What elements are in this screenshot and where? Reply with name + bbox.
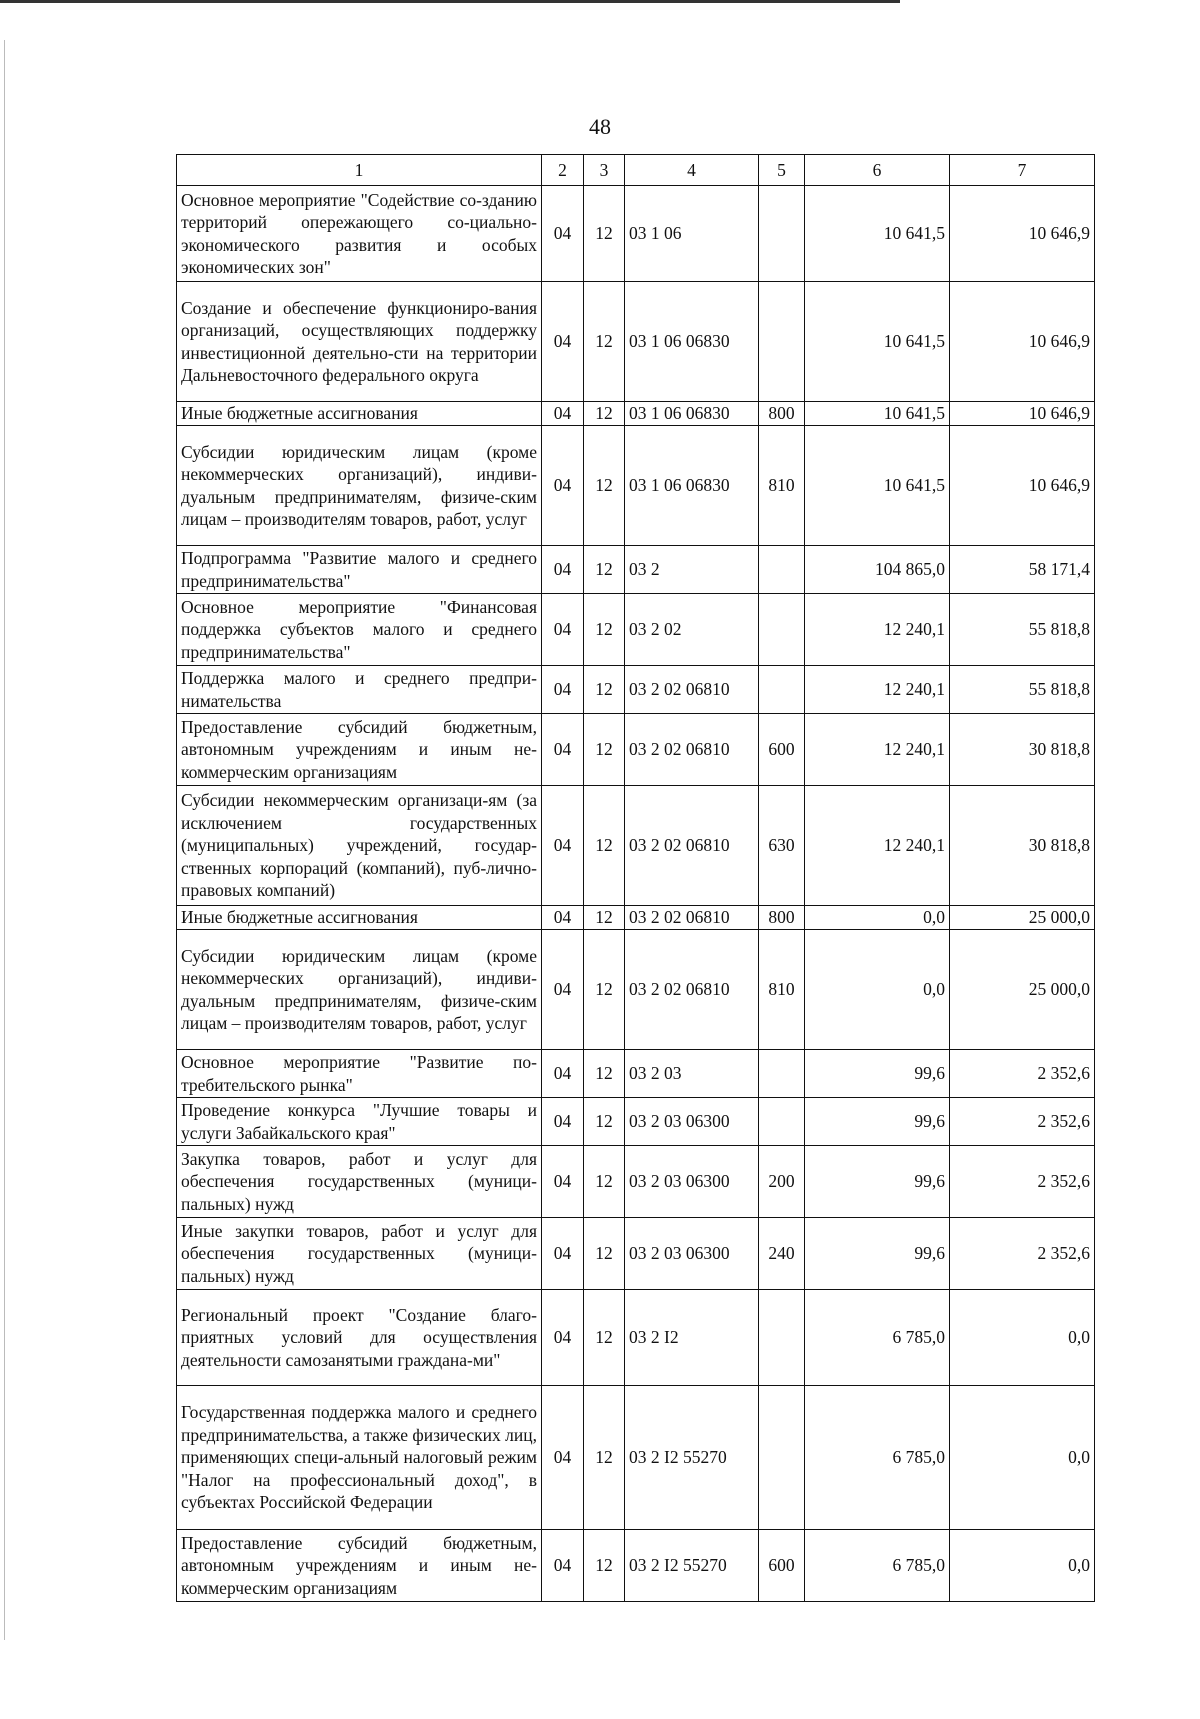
amount-col6: 12 240,1: [805, 786, 950, 906]
target-article-code: 03 2 I2: [625, 1290, 759, 1386]
table-row: [177, 1146, 1095, 1218]
amount-col7: 0,0: [950, 1386, 1095, 1530]
section-code: 04: [542, 786, 584, 906]
table-row: [177, 1290, 1095, 1386]
amount-col6: 10 641,5: [805, 426, 950, 546]
row-description: Проведение конкурса "Лучшие товары и услуги Забайкальского края": [177, 1098, 542, 1146]
row-description: Иные закупки товаров, работ и услуг для обеспечения государственных (муници-пальных) нужд: [177, 1218, 542, 1290]
row-description: Предоставление субсидий бюджетным, автономным учреждениям и иным не-коммерческим организациям: [177, 1530, 542, 1602]
amount-col6: 12 240,1: [805, 594, 950, 666]
subsection-code: 12: [584, 786, 625, 906]
target-article-code: 03 1 06 06830: [625, 282, 759, 402]
subsection-code: 12: [584, 1386, 625, 1530]
column-header: 5: [759, 155, 805, 186]
section-code: 04: [542, 546, 584, 594]
target-article-code: 03 2 I2 55270: [625, 1386, 759, 1530]
expense-type-code: 630: [759, 786, 805, 906]
table-row: [177, 714, 1095, 786]
target-article-code: 03 2 I2 55270: [625, 1530, 759, 1602]
amount-col6: 10 641,5: [805, 186, 950, 282]
amount-col6: 10 641,5: [805, 282, 950, 402]
section-code: 04: [542, 906, 584, 930]
table-row: [177, 1050, 1095, 1098]
table-row: [177, 594, 1095, 666]
expense-type-code: [759, 186, 805, 282]
row-description: Предоставление субсидий бюджетным, автономным учреждениям и иным не-коммерческим организациям: [177, 714, 542, 786]
table-row: [177, 1098, 1095, 1146]
subsection-code: 12: [584, 186, 625, 282]
row-description: Иные бюджетные ассигнования: [177, 402, 542, 426]
amount-col6: 104 865,0: [805, 546, 950, 594]
amount-col7: 58 171,4: [950, 546, 1095, 594]
target-article-code: 03 2 02 06810: [625, 714, 759, 786]
section-code: 04: [542, 1290, 584, 1386]
expense-type-code: [759, 666, 805, 714]
amount-col6: 12 240,1: [805, 666, 950, 714]
target-article-code: 03 2 02 06810: [625, 906, 759, 930]
subsection-code: 12: [584, 282, 625, 402]
column-header: 3: [584, 155, 625, 186]
section-code: 04: [542, 1098, 584, 1146]
amount-col6: 6 785,0: [805, 1386, 950, 1530]
section-code: 04: [542, 1218, 584, 1290]
expense-type-code: [759, 1290, 805, 1386]
row-description: Государственная поддержка малого и среднего предпринимательства, а также физических лиц, применяющих специ-альный налоговый режим "Налог на профессиональный доход", в субъектах Российской Федерации: [177, 1386, 542, 1530]
row-description: Поддержка малого и среднего предпри-нимательства: [177, 666, 542, 714]
amount-col7: 2 352,6: [950, 1098, 1095, 1146]
amount-col6: 0,0: [805, 906, 950, 930]
expense-type-code: [759, 282, 805, 402]
row-description: Подпрограмма "Развитие малого и среднего предпринимательства": [177, 546, 542, 594]
subsection-code: 12: [584, 930, 625, 1050]
table-row: [177, 906, 1095, 930]
row-description: Основное мероприятие "Развитие по-требительского рынка": [177, 1050, 542, 1098]
subsection-code: 12: [584, 1530, 625, 1602]
subsection-code: 12: [584, 546, 625, 594]
amount-col7: 25 000,0: [950, 930, 1095, 1050]
expense-type-code: 800: [759, 906, 805, 930]
expense-type-code: [759, 1050, 805, 1098]
table-row: [177, 1386, 1095, 1530]
subsection-code: 12: [584, 906, 625, 930]
column-header: 2: [542, 155, 584, 186]
section-code: 04: [542, 426, 584, 546]
section-code: 04: [542, 714, 584, 786]
column-header: 4: [625, 155, 759, 186]
amount-col7: 2 352,6: [950, 1146, 1095, 1218]
target-article-code: 03 1 06 06830: [625, 402, 759, 426]
amount-col7: 30 818,8: [950, 714, 1095, 786]
subsection-code: 12: [584, 1098, 625, 1146]
target-article-code: 03 2 02: [625, 594, 759, 666]
column-header: 7: [950, 155, 1095, 186]
amount-col7: 10 646,9: [950, 282, 1095, 402]
subsection-code: 12: [584, 594, 625, 666]
subsection-code: 12: [584, 1146, 625, 1218]
amount-col7: 10 646,9: [950, 402, 1095, 426]
target-article-code: 03 2 02 06810: [625, 930, 759, 1050]
expense-type-code: 240: [759, 1218, 805, 1290]
row-description: Субсидии юридическим лицам (кроме некоммерческих организаций), индиви-дуальным предпринимателям, физиче-ским лицам – производителям товаров, работ, услуг: [177, 426, 542, 546]
section-code: 04: [542, 594, 584, 666]
section-code: 04: [542, 282, 584, 402]
amount-col7: 2 352,6: [950, 1050, 1095, 1098]
target-article-code: 03 2: [625, 546, 759, 594]
target-article-code: 03 2 02 06810: [625, 666, 759, 714]
table-row: [177, 930, 1095, 1050]
subsection-code: 12: [584, 714, 625, 786]
target-article-code: 03 2 03 06300: [625, 1146, 759, 1218]
section-code: 04: [542, 1530, 584, 1602]
column-header: 1: [177, 155, 542, 186]
target-article-code: 03 2 03 06300: [625, 1218, 759, 1290]
row-description: Основное мероприятие "Содействие со-зданию территорий опережающего со-циально-экономического развития и особых экономических зон": [177, 186, 542, 282]
amount-col7: 2 352,6: [950, 1218, 1095, 1290]
subsection-code: 12: [584, 1218, 625, 1290]
subsection-code: 12: [584, 1050, 625, 1098]
amount-col6: 10 641,5: [805, 402, 950, 426]
row-description: Субсидии юридическим лицам (кроме некоммерческих организаций), индиви-дуальным предпринимателям, физиче-ским лицам – производителям товаров, работ, услуг: [177, 930, 542, 1050]
amount-col7: 0,0: [950, 1530, 1095, 1602]
target-article-code: 03 2 02 06810: [625, 786, 759, 906]
table-row: [177, 1218, 1095, 1290]
amount-col7: 25 000,0: [950, 906, 1095, 930]
row-description: Региональный проект "Создание благо-приятных условий для осуществления деятельности самозанятыми граждана-ми": [177, 1290, 542, 1386]
target-article-code: 03 1 06 06830: [625, 426, 759, 546]
table-row: [177, 186, 1095, 282]
target-article-code: 03 2 03: [625, 1050, 759, 1098]
section-code: 04: [542, 1050, 584, 1098]
subsection-code: 12: [584, 666, 625, 714]
expense-type-code: [759, 1386, 805, 1530]
expense-type-code: [759, 546, 805, 594]
amount-col7: 0,0: [950, 1290, 1095, 1386]
amount-col6: 99,6: [805, 1050, 950, 1098]
target-article-code: 03 2 03 06300: [625, 1098, 759, 1146]
amount-col7: 10 646,9: [950, 426, 1095, 546]
expense-type-code: [759, 1098, 805, 1146]
subsection-code: 12: [584, 402, 625, 426]
table-row: [177, 546, 1095, 594]
section-code: 04: [542, 402, 584, 426]
target-article-code: 03 1 06: [625, 186, 759, 282]
table-row: [177, 282, 1095, 402]
amount-col6: 99,6: [805, 1146, 950, 1218]
amount-col6: 99,6: [805, 1218, 950, 1290]
amount-col6: 0,0: [805, 930, 950, 1050]
expense-type-code: 800: [759, 402, 805, 426]
expense-type-code: 600: [759, 714, 805, 786]
expense-type-code: 810: [759, 930, 805, 1050]
row-description: Субсидии некоммерческим организаци-ям (за исключением государственных (муниципальных) учреждений, государ-ственных корпораций (компаний), пуб-лично-правовых компаний): [177, 786, 542, 906]
amount-col6: 12 240,1: [805, 714, 950, 786]
section-code: 04: [542, 930, 584, 1050]
amount-col7: 55 818,8: [950, 666, 1095, 714]
row-description: Иные бюджетные ассигнования: [177, 906, 542, 930]
amount-col6: 99,6: [805, 1098, 950, 1146]
table-row: [177, 402, 1095, 426]
amount-col7: 55 818,8: [950, 594, 1095, 666]
subsection-code: 12: [584, 426, 625, 546]
expense-type-code: 600: [759, 1530, 805, 1602]
table-row: [177, 666, 1095, 714]
scan-edge-left: [4, 40, 5, 1640]
amount-col7: 30 818,8: [950, 786, 1095, 906]
table-row: [177, 426, 1095, 546]
amount-col6: 6 785,0: [805, 1290, 950, 1386]
row-description: Основное мероприятие "Финансовая поддержка субъектов малого и среднего предпринимательства": [177, 594, 542, 666]
table-row: [177, 786, 1095, 906]
row-description: Создание и обеспечение функциониро-вания организаций, осуществляющих поддержку инвестиционной деятельно-сти на территории Дальневосточного федерального округа: [177, 282, 542, 402]
table-header-row: [177, 155, 1095, 186]
budget-table: [176, 154, 1095, 1602]
column-header: 6: [805, 155, 950, 186]
expense-type-code: 810: [759, 426, 805, 546]
row-description: Закупка товаров, работ и услуг для обеспечения государственных (муници-пальных) нужд: [177, 1146, 542, 1218]
section-code: 04: [542, 666, 584, 714]
amount-col7: 10 646,9: [950, 186, 1095, 282]
page-number: 48: [589, 114, 611, 139]
expense-type-code: [759, 594, 805, 666]
amount-col6: 6 785,0: [805, 1530, 950, 1602]
scan-edge-top: [0, 0, 900, 3]
section-code: 04: [542, 1146, 584, 1218]
section-code: 04: [542, 186, 584, 282]
table-row: [177, 1530, 1095, 1602]
subsection-code: 12: [584, 1290, 625, 1386]
expense-type-code: 200: [759, 1146, 805, 1218]
section-code: 04: [542, 1386, 584, 1530]
